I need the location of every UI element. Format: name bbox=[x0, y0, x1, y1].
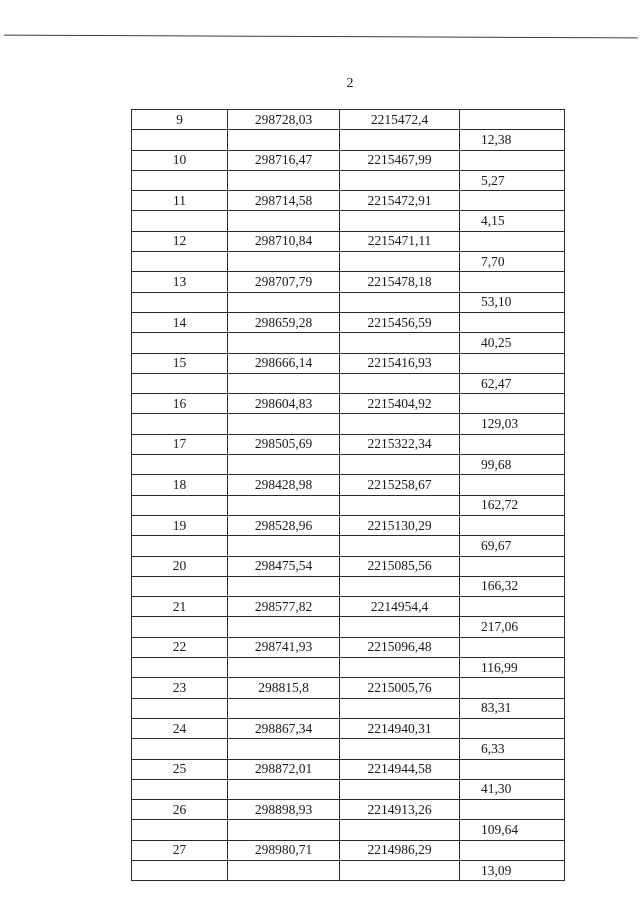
distance-row bbox=[132, 211, 565, 231]
empty-cell bbox=[228, 495, 340, 515]
distance-row bbox=[132, 698, 565, 718]
x-coordinate: 298577,82 bbox=[228, 597, 340, 617]
empty-cell bbox=[228, 211, 340, 231]
distance-value: 129,03 bbox=[460, 414, 565, 434]
empty-cell bbox=[460, 394, 565, 414]
point-number: 13 bbox=[132, 272, 228, 292]
point-row bbox=[132, 434, 565, 454]
empty-cell bbox=[228, 698, 340, 718]
distance-value: 6,33 bbox=[460, 739, 565, 759]
distance-value: 162,72 bbox=[460, 495, 565, 515]
header-rule bbox=[4, 35, 638, 39]
empty-cell bbox=[340, 698, 460, 718]
point-number: 16 bbox=[132, 394, 228, 414]
empty-cell bbox=[340, 333, 460, 353]
empty-cell bbox=[228, 373, 340, 393]
distance-value: 166,32 bbox=[460, 576, 565, 596]
point-row bbox=[132, 840, 565, 860]
empty-cell bbox=[132, 130, 228, 150]
x-coordinate: 298741,93 bbox=[228, 637, 340, 657]
empty-cell bbox=[340, 779, 460, 799]
empty-cell bbox=[228, 333, 340, 353]
empty-cell bbox=[460, 475, 565, 495]
point-row bbox=[132, 110, 565, 130]
empty-cell bbox=[340, 536, 460, 556]
point-row bbox=[132, 597, 565, 617]
coordinates-table bbox=[131, 109, 565, 881]
empty-cell bbox=[460, 637, 565, 657]
distance-row bbox=[132, 576, 565, 596]
distance-row bbox=[132, 292, 565, 312]
empty-cell bbox=[132, 576, 228, 596]
empty-cell bbox=[340, 170, 460, 190]
x-coordinate: 298898,93 bbox=[228, 800, 340, 820]
empty-cell bbox=[132, 211, 228, 231]
distance-value: 4,15 bbox=[460, 211, 565, 231]
empty-cell bbox=[132, 779, 228, 799]
empty-cell bbox=[228, 455, 340, 475]
y-coordinate: 2214986,29 bbox=[340, 840, 460, 860]
x-coordinate: 298659,28 bbox=[228, 312, 340, 332]
distance-row bbox=[132, 252, 565, 272]
point-number: 26 bbox=[132, 800, 228, 820]
distance-row bbox=[132, 536, 565, 556]
empty-cell bbox=[460, 110, 565, 130]
distance-row bbox=[132, 495, 565, 515]
empty-cell bbox=[340, 739, 460, 759]
distance-row bbox=[132, 455, 565, 475]
distance-value: 83,31 bbox=[460, 698, 565, 718]
empty-cell bbox=[340, 373, 460, 393]
distance-row bbox=[132, 333, 565, 353]
y-coordinate: 2215471,11 bbox=[340, 231, 460, 251]
empty-cell bbox=[460, 272, 565, 292]
point-row bbox=[132, 759, 565, 779]
empty-cell bbox=[460, 312, 565, 332]
x-coordinate: 298707,79 bbox=[228, 272, 340, 292]
y-coordinate: 2215467,99 bbox=[340, 150, 460, 170]
y-coordinate: 2214954,4 bbox=[340, 597, 460, 617]
x-coordinate: 298604,83 bbox=[228, 394, 340, 414]
empty-cell bbox=[132, 617, 228, 637]
coordinates-table-body bbox=[132, 110, 565, 881]
empty-cell bbox=[132, 455, 228, 475]
y-coordinate: 2215416,93 bbox=[340, 353, 460, 373]
distance-value: 69,67 bbox=[460, 536, 565, 556]
distance-row bbox=[132, 658, 565, 678]
point-row bbox=[132, 556, 565, 576]
y-coordinate: 2215258,67 bbox=[340, 475, 460, 495]
page-number: 2 bbox=[346, 76, 354, 91]
point-row bbox=[132, 637, 565, 657]
point-row bbox=[132, 353, 565, 373]
distance-row bbox=[132, 373, 565, 393]
point-number: 21 bbox=[132, 597, 228, 617]
empty-cell bbox=[132, 414, 228, 434]
x-coordinate: 298872,01 bbox=[228, 759, 340, 779]
empty-cell bbox=[460, 597, 565, 617]
empty-cell bbox=[340, 252, 460, 272]
x-coordinate: 298710,84 bbox=[228, 231, 340, 251]
point-number: 11 bbox=[132, 191, 228, 211]
empty-cell bbox=[228, 536, 340, 556]
distance-value: 217,06 bbox=[460, 617, 565, 637]
empty-cell bbox=[460, 434, 565, 454]
empty-cell bbox=[228, 658, 340, 678]
empty-cell bbox=[340, 455, 460, 475]
empty-cell bbox=[132, 333, 228, 353]
x-coordinate: 298716,47 bbox=[228, 150, 340, 170]
y-coordinate: 2215130,29 bbox=[340, 515, 460, 535]
distance-value: 40,25 bbox=[460, 333, 565, 353]
distance-value: 99,68 bbox=[460, 455, 565, 475]
point-row bbox=[132, 272, 565, 292]
point-number: 15 bbox=[132, 353, 228, 373]
empty-cell bbox=[460, 353, 565, 373]
empty-cell bbox=[132, 739, 228, 759]
x-coordinate: 298980,71 bbox=[228, 840, 340, 860]
y-coordinate: 2215404,92 bbox=[340, 394, 460, 414]
distance-value: 5,27 bbox=[460, 170, 565, 190]
point-number: 20 bbox=[132, 556, 228, 576]
distance-row bbox=[132, 779, 565, 799]
distance-value: 12,38 bbox=[460, 130, 565, 150]
x-coordinate: 298815,8 bbox=[228, 678, 340, 698]
point-number: 17 bbox=[132, 434, 228, 454]
x-coordinate: 298714,58 bbox=[228, 191, 340, 211]
empty-cell bbox=[132, 658, 228, 678]
distance-value: 62,47 bbox=[460, 373, 565, 393]
empty-cell bbox=[460, 231, 565, 251]
distance-value: 13,09 bbox=[460, 860, 565, 880]
empty-cell bbox=[460, 150, 565, 170]
y-coordinate: 2215478,18 bbox=[340, 272, 460, 292]
empty-cell bbox=[228, 170, 340, 190]
y-coordinate: 2215472,4 bbox=[340, 110, 460, 130]
y-coordinate: 2214913,26 bbox=[340, 800, 460, 820]
point-number: 14 bbox=[132, 312, 228, 332]
distance-row bbox=[132, 820, 565, 840]
point-number: 18 bbox=[132, 475, 228, 495]
point-number: 24 bbox=[132, 718, 228, 738]
empty-cell bbox=[228, 576, 340, 596]
point-number: 19 bbox=[132, 515, 228, 535]
point-row bbox=[132, 678, 565, 698]
empty-cell bbox=[132, 252, 228, 272]
point-number: 23 bbox=[132, 678, 228, 698]
empty-cell bbox=[132, 860, 228, 880]
empty-cell bbox=[340, 495, 460, 515]
empty-cell bbox=[228, 779, 340, 799]
empty-cell bbox=[460, 556, 565, 576]
x-coordinate: 298728,03 bbox=[228, 110, 340, 130]
empty-cell bbox=[228, 292, 340, 312]
empty-cell bbox=[340, 130, 460, 150]
empty-cell bbox=[460, 191, 565, 211]
empty-cell bbox=[132, 820, 228, 840]
empty-cell bbox=[460, 840, 565, 860]
point-row bbox=[132, 394, 565, 414]
distance-row bbox=[132, 170, 565, 190]
empty-cell bbox=[340, 658, 460, 678]
empty-cell bbox=[340, 414, 460, 434]
distance-value: 7,70 bbox=[460, 252, 565, 272]
distance-row bbox=[132, 617, 565, 637]
x-coordinate: 298666,14 bbox=[228, 353, 340, 373]
x-coordinate: 298475,54 bbox=[228, 556, 340, 576]
point-row bbox=[132, 800, 565, 820]
distance-value: 109,64 bbox=[460, 820, 565, 840]
empty-cell bbox=[460, 678, 565, 698]
empty-cell bbox=[228, 130, 340, 150]
point-number: 9 bbox=[132, 110, 228, 130]
point-row bbox=[132, 231, 565, 251]
y-coordinate: 2214940,31 bbox=[340, 718, 460, 738]
empty-cell bbox=[132, 536, 228, 556]
y-coordinate: 2215096,48 bbox=[340, 637, 460, 657]
y-coordinate: 2215322,34 bbox=[340, 434, 460, 454]
empty-cell bbox=[228, 252, 340, 272]
empty-cell bbox=[228, 860, 340, 880]
empty-cell bbox=[132, 698, 228, 718]
empty-cell bbox=[340, 617, 460, 637]
point-number: 10 bbox=[132, 150, 228, 170]
distance-value: 116,99 bbox=[460, 658, 565, 678]
distance-row bbox=[132, 739, 565, 759]
y-coordinate: 2215456,59 bbox=[340, 312, 460, 332]
point-row bbox=[132, 718, 565, 738]
empty-cell bbox=[460, 759, 565, 779]
x-coordinate: 298867,34 bbox=[228, 718, 340, 738]
empty-cell bbox=[228, 414, 340, 434]
y-coordinate: 2215085,56 bbox=[340, 556, 460, 576]
empty-cell bbox=[132, 170, 228, 190]
empty-cell bbox=[460, 800, 565, 820]
x-coordinate: 298528,96 bbox=[228, 515, 340, 535]
x-coordinate: 298428,98 bbox=[228, 475, 340, 495]
empty-cell bbox=[460, 515, 565, 535]
point-number: 12 bbox=[132, 231, 228, 251]
empty-cell bbox=[132, 373, 228, 393]
distance-row bbox=[132, 130, 565, 150]
y-coordinate: 2215005,76 bbox=[340, 678, 460, 698]
empty-cell bbox=[340, 860, 460, 880]
distance-value: 53,10 bbox=[460, 292, 565, 312]
x-coordinate: 298505,69 bbox=[228, 434, 340, 454]
empty-cell bbox=[228, 739, 340, 759]
empty-cell bbox=[132, 495, 228, 515]
empty-cell bbox=[340, 292, 460, 312]
point-row bbox=[132, 475, 565, 495]
point-number: 25 bbox=[132, 759, 228, 779]
y-coordinate: 2214944,58 bbox=[340, 759, 460, 779]
distance-value: 41,30 bbox=[460, 779, 565, 799]
distance-row bbox=[132, 414, 565, 434]
point-number: 27 bbox=[132, 840, 228, 860]
point-row bbox=[132, 515, 565, 535]
point-row bbox=[132, 150, 565, 170]
empty-cell bbox=[340, 211, 460, 231]
point-number: 22 bbox=[132, 637, 228, 657]
empty-cell bbox=[132, 292, 228, 312]
empty-cell bbox=[340, 576, 460, 596]
empty-cell bbox=[228, 820, 340, 840]
point-row bbox=[132, 312, 565, 332]
empty-cell bbox=[340, 820, 460, 840]
empty-cell bbox=[228, 617, 340, 637]
point-row bbox=[132, 191, 565, 211]
empty-cell bbox=[460, 718, 565, 738]
distance-row bbox=[132, 860, 565, 880]
y-coordinate: 2215472,91 bbox=[340, 191, 460, 211]
